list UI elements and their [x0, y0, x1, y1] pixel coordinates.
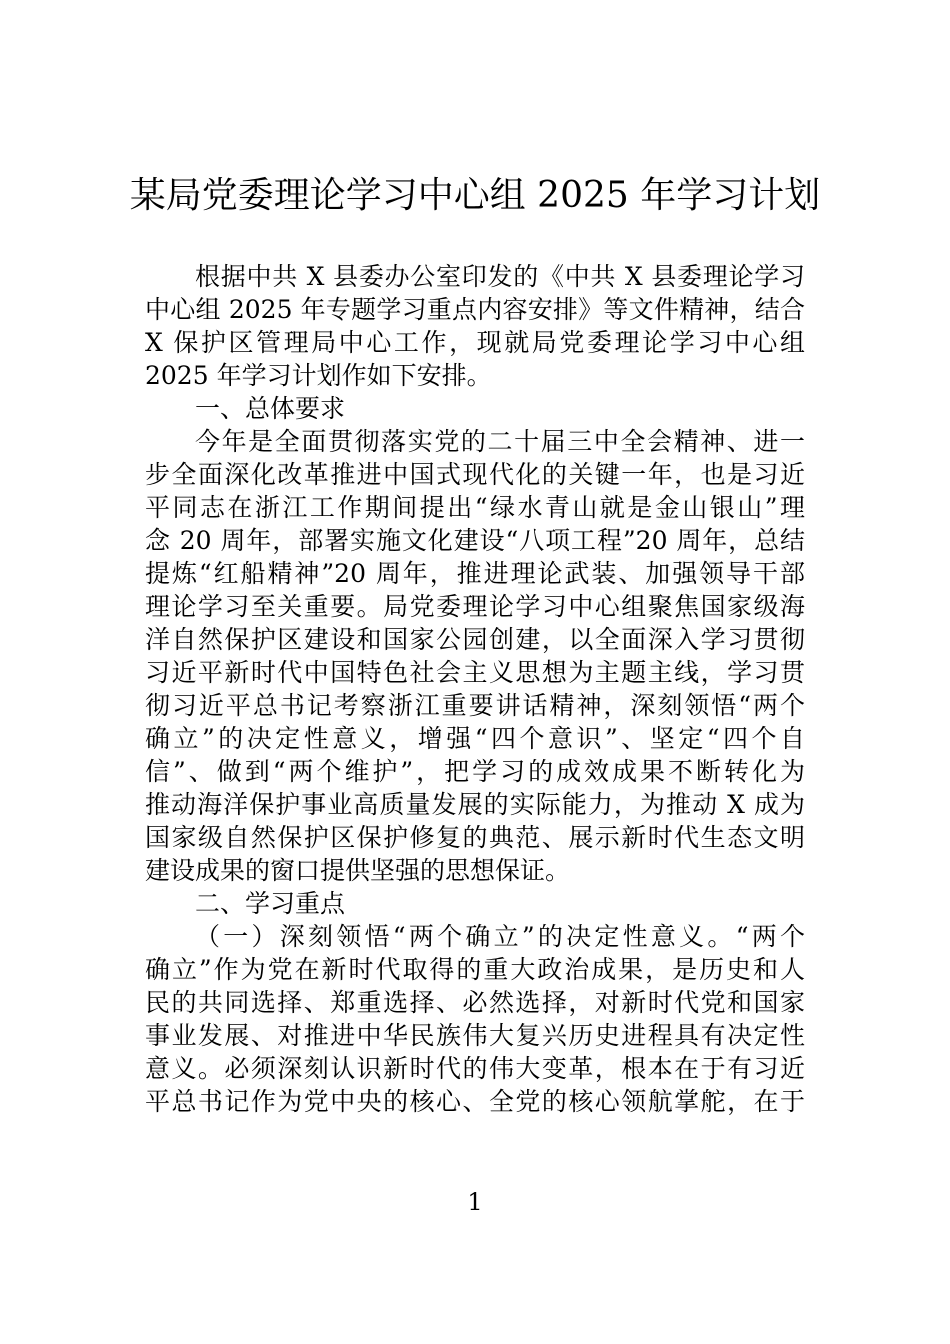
document-title: 某局党委理论学习中心组 2025 年学习计划 — [129, 175, 821, 216]
text-line: 意义。必须深刻认识新时代的伟大变革，根本在于有习近 — [145, 1054, 805, 1083]
section-heading: 二、学习重点 — [195, 889, 346, 918]
text-line: 民的共同选择、郑重选择、必然选择，对新时代党和国家 — [145, 988, 805, 1017]
text-line: 洋自然保护区建设和国家公园创建，以全面深入学习贯彻 — [145, 625, 805, 654]
text-line: 国家级自然保护区保护修复的典范、展示新时代生态文明 — [145, 823, 805, 852]
text-line: 事业发展、对推进中华民族伟大复兴历史进程具有决定性 — [145, 1021, 805, 1050]
text-line: 信”、做到“两个维护”，把学习的成效成果不断转化为 — [145, 757, 805, 786]
text-line: 根据中共 X 县委办公室印发的《中共 X 县委理论学习 — [195, 262, 805, 291]
text-line: X 保护区管理局中心工作，现就局党委理论学习中心组 — [145, 328, 805, 357]
text-line: （一）深刻领悟“两个确立”的决定性意义。“两个 — [195, 922, 805, 951]
text-line: 中心组 2025 年专题学习重点内容安排》等文件精神，结合 — [145, 295, 805, 324]
text-line: 平总书记作为党中央的核心、全党的核心领航掌舵，在于 — [145, 1087, 805, 1116]
page-number: 1 — [467, 1188, 483, 1216]
text-line: 彻习近平总书记考察浙江重要讲话精神，深刻领悟“两个 — [145, 691, 805, 720]
text-line: 步全面深化改革推进中国式现代化的关键一年，也是习近 — [145, 460, 805, 489]
section-heading: 一、总体要求 — [195, 394, 346, 423]
text-line: 建设成果的窗口提供坚强的思想保证。 — [145, 856, 571, 885]
text-line: 提炼“红船精神”20 周年，推进理论武装、加强领导干部 — [145, 559, 805, 588]
text-line: 平同志在浙江工作期间提出“绿水青山就是金山银山”理 — [145, 493, 805, 522]
text-line: 习近平新时代中国特色社会主义思想为主题主线，学习贯 — [145, 658, 805, 687]
text-line: 理论学习至关重要。局党委理论学习中心组聚焦国家级海 — [145, 592, 805, 621]
text-line: 今年是全面贯彻落实党的二十届三中全会精神、进一 — [195, 427, 805, 456]
text-line: 确立”的决定性意义，增强“四个意识”、坚定“四个自 — [145, 724, 805, 753]
document-body — [145, 260, 805, 1118]
text-line: 推动海洋保护事业高质量发展的实际能力，为推动 X 成为 — [145, 790, 805, 819]
text-line: 念 20 周年，部署实施文化建设“八项工程”20 周年，总结 — [145, 526, 805, 555]
text-line: 2025 年学习计划作如下安排。 — [145, 361, 492, 390]
text-line: 确立”作为党在新时代取得的重大政治成果，是历史和人 — [145, 955, 805, 984]
